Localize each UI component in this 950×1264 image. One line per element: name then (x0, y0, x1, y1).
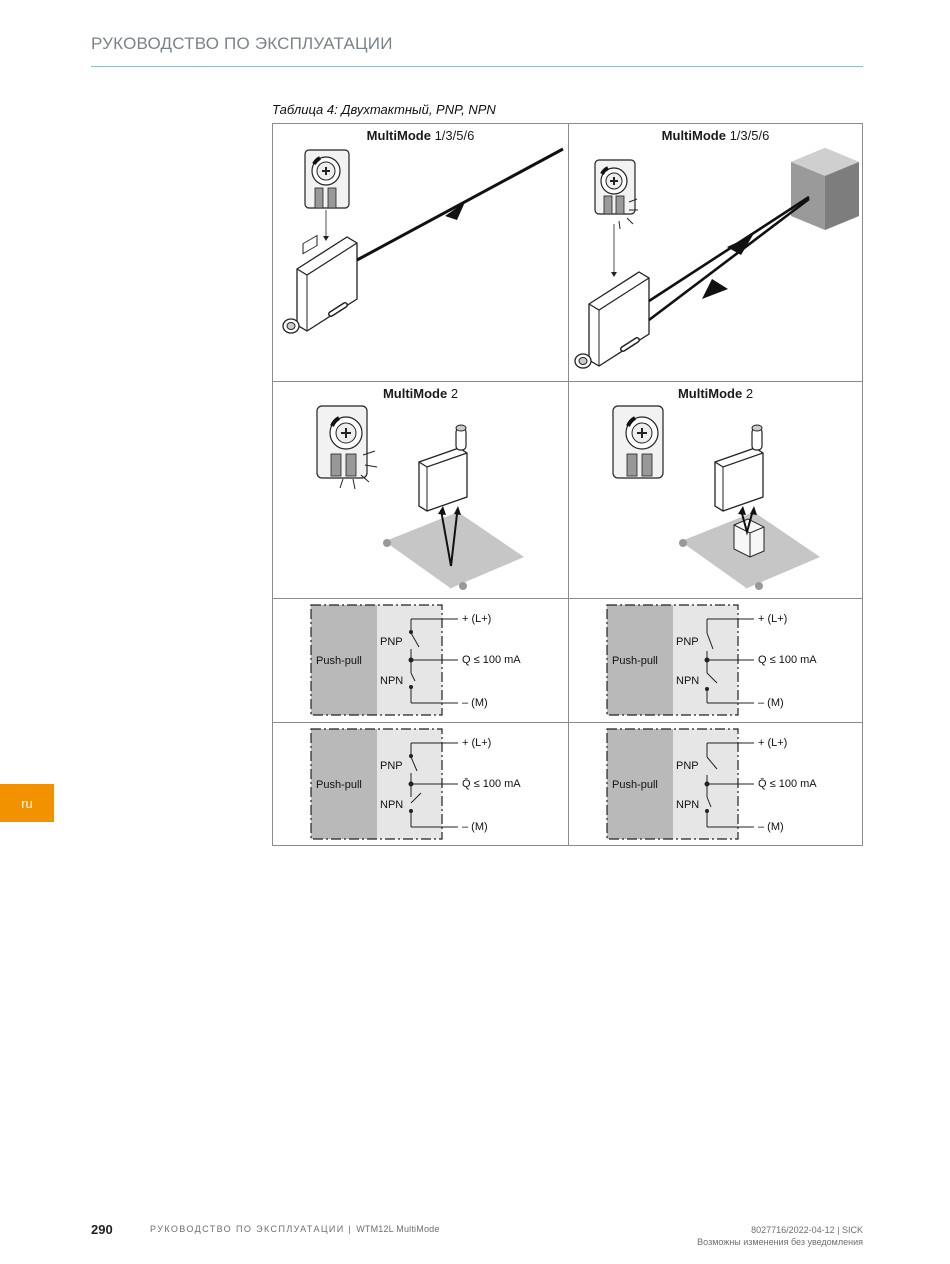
plus-terminal-label: + (L+) (758, 737, 788, 749)
minus-terminal-label: – (M) (758, 697, 784, 709)
plus-terminal-label: + (L+) (758, 613, 788, 625)
sensor-conveyor-object-illustration (569, 382, 862, 598)
sensor-beam-illustration (273, 124, 568, 381)
cell-mode1-light (273, 124, 568, 381)
cell-title: MultiMode 2 (382, 386, 459, 401)
minus-terminal-label: – (M) (758, 821, 784, 833)
circuit-block-label: Push-pull (316, 779, 362, 791)
cell-mode2-light (273, 382, 568, 598)
cell-title: MultiMode 1/3/5/6 (661, 128, 770, 143)
table-caption: Таблица 4: Двухтактный, PNP, NPN (272, 102, 496, 117)
footer-doc-info (697, 1224, 863, 1248)
output-label: Q ≤ 100 mA (758, 654, 817, 666)
npn-label: NPN (380, 799, 404, 811)
sensor-conveyor-illustration (273, 382, 568, 598)
circuit-block-label: Push-pull (316, 655, 362, 667)
circuit-diagram-q-closed (273, 599, 568, 722)
cell-title: MultiMode 1/3/5/6 (366, 128, 475, 143)
circuit-diagram-qbar-open (273, 723, 568, 845)
circuit-block-label: Push-pull (612, 779, 658, 791)
footer-notice: Возможны изменения без уведомления (697, 1237, 863, 1247)
footer-doc-id: 8027716/2022-04-12 | SICK (751, 1225, 863, 1235)
plus-terminal-label: + (L+) (462, 737, 492, 749)
minus-terminal-label: – (M) (462, 821, 488, 833)
npn-label: NPN (676, 799, 700, 811)
cell-mode2-dark (569, 382, 862, 598)
output-label: Q̄ ≤ 100 mA (462, 778, 521, 790)
output-label: Q ≤ 100 mA (462, 654, 521, 666)
pnp-label: PNP (380, 636, 403, 648)
header-divider (91, 66, 863, 67)
language-tab[interactable]: ru (0, 784, 54, 822)
npn-label: NPN (676, 675, 700, 687)
pnp-label: PNP (676, 636, 699, 648)
minus-terminal-label: – (M) (462, 697, 488, 709)
page-header-title: РУКОВОДСТВО ПО ЭКСПЛУАТАЦИИ (91, 34, 393, 53)
footer-document-title: РУКОВОДСТВО ПО ЭКСПЛУАТАЦИИ | WTM12L MultiMode (150, 1224, 440, 1234)
npn-label: NPN (380, 675, 404, 687)
circuit-block-label: Push-pull (612, 655, 658, 667)
circuit-diagram-q-open (569, 599, 862, 722)
cell-title: MultiMode 2 (677, 386, 754, 401)
page-number: 290 (91, 1222, 113, 1237)
output-label: Q̄ ≤ 100 mA (758, 778, 817, 790)
plus-terminal-label: + (L+) (462, 613, 492, 625)
pnp-label: PNP (676, 760, 699, 772)
circuit-diagram-qbar-closed (569, 723, 862, 845)
cell-mode1-dark (569, 124, 862, 381)
mode-table (272, 123, 863, 846)
sensor-object-illustration (569, 124, 862, 381)
pnp-label: PNP (380, 760, 403, 772)
